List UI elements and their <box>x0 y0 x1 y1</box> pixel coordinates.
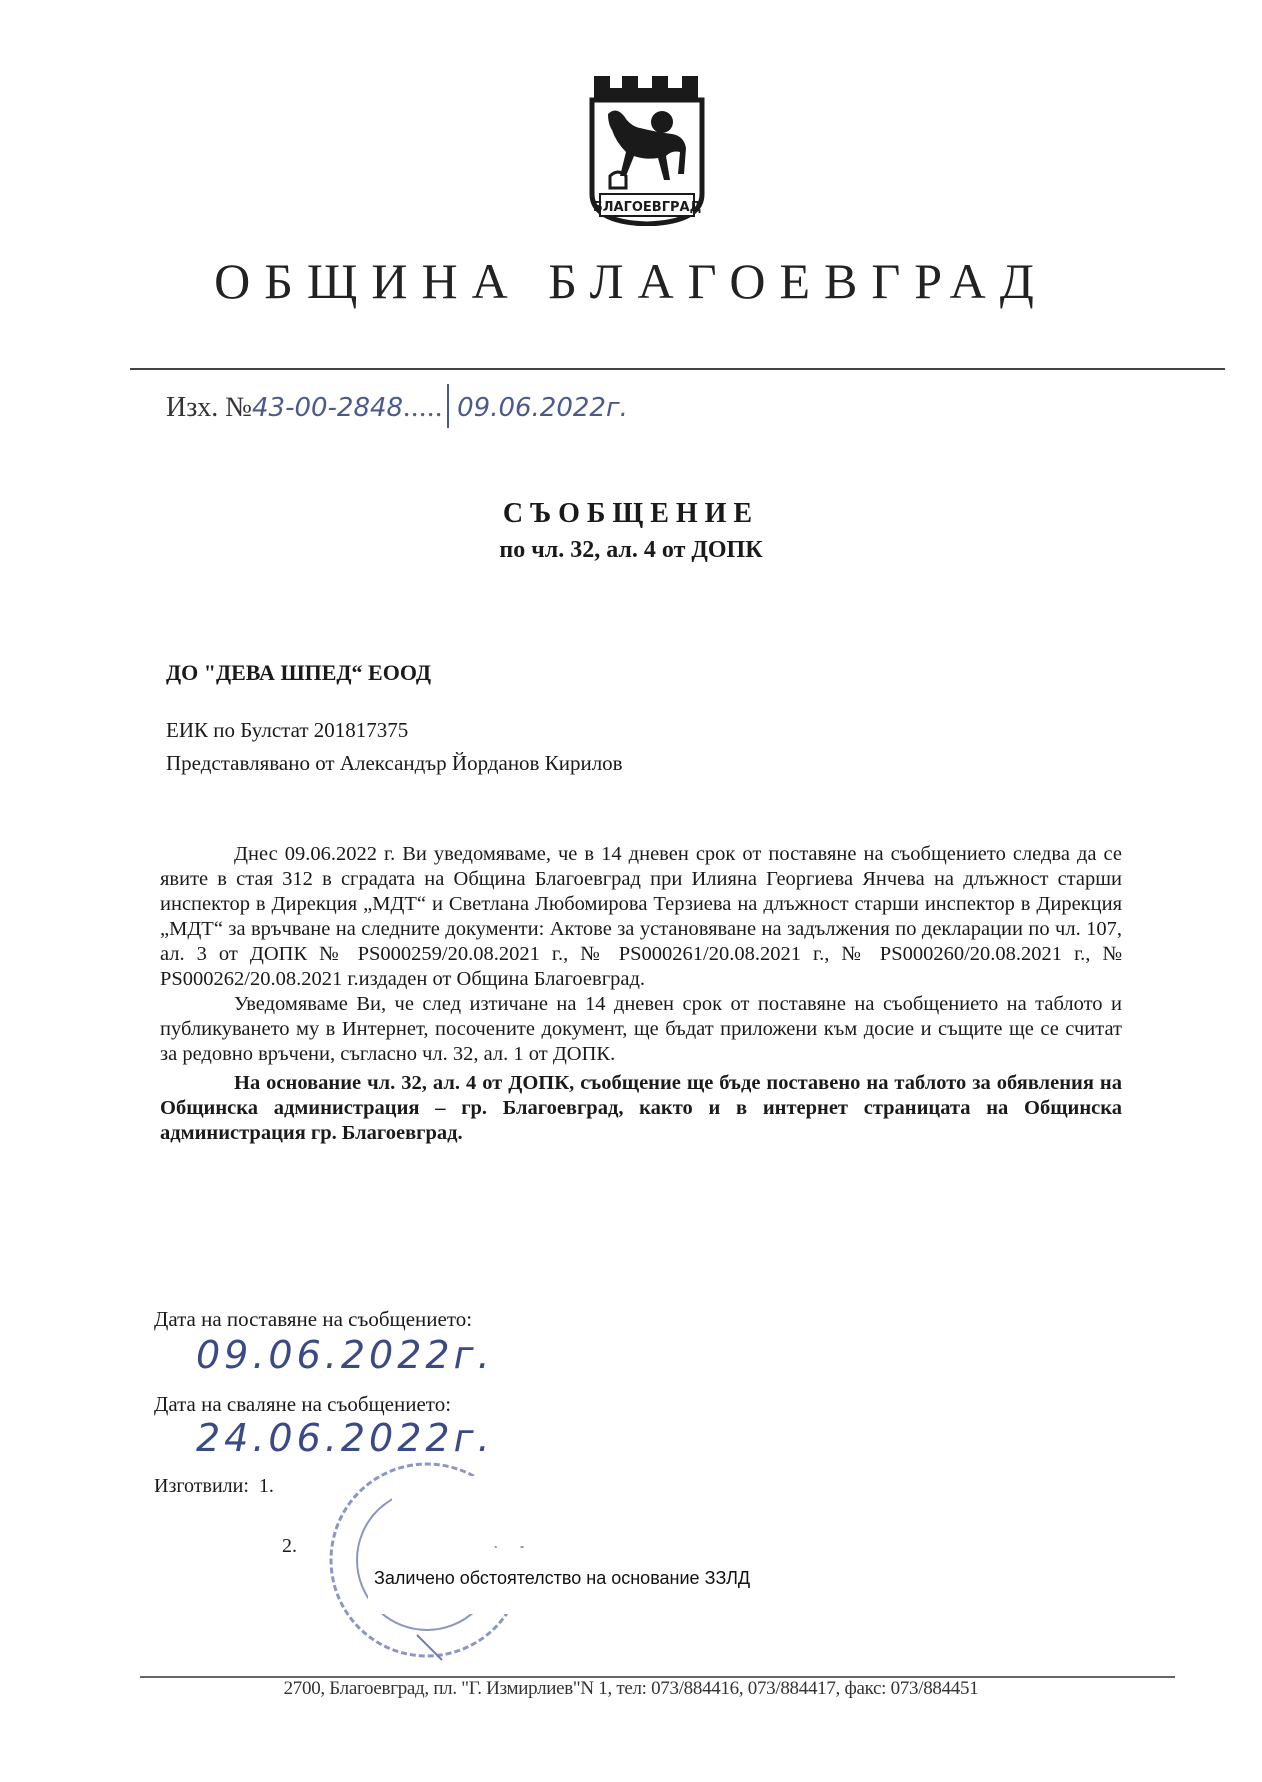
body-paragraph-3: На основание чл. 32, ал. 4 от ДОПК, съобщение ще бъде поставено на таблото за обявления на Общинска администрация – гр. Благоевград, както и в интернет страницата на Общинска администрация гр. Благоевград. <box>160 1072 1122 1144</box>
notice-body <box>160 842 1122 1146</box>
outgoing-number <box>166 384 628 428</box>
addressee-representative: Представлявано от Александър Йорданов Кирилов <box>166 751 623 775</box>
header-divider <box>130 368 1225 370</box>
addressee: ДО "ДЕВА ШПЕД“ ЕООД <box>166 660 431 685</box>
crest-label: БЛАГОЕВГРАД <box>592 200 702 215</box>
addressee-eik: ЕИК по Булстат 201817375 <box>166 718 409 742</box>
removed-date-label: Дата на сваляне на съобщението: <box>154 1392 452 1416</box>
outgoing-number-value: 43-00-2848 <box>252 393 404 423</box>
redaction-box <box>392 1476 624 1546</box>
outgoing-prefix: Изх. № <box>166 392 252 423</box>
outgoing-separator <box>447 384 449 428</box>
posted-date-label: Дата на поставяне на съобщението: <box>154 1307 473 1331</box>
redaction-notice: Заличено обстоятелство на основание ЗЗЛД <box>374 1568 751 1588</box>
posted-date-value: 09.06.2022г. <box>196 1333 494 1377</box>
prepared-by <box>154 1475 274 1498</box>
municipality-title: ОБЩИНА БЛАГОЕВГРАД <box>214 253 1048 309</box>
notice-subheading: по чл. 32, ал. 4 от ДОПК <box>499 537 763 563</box>
prepared-item-1: 1. <box>258 1475 274 1497</box>
body-paragraph-2: Уведомяваме Ви, че след изтичане на 14 дневен срок от поставяне на съобщението на таблото и публикуването му в Интернет, посочените документ, ще бъдат приложени към досие и същите ще се считат за редовно връчени, съгласно чл. 32, ал. 1 от ДОПК. <box>160 993 1122 1065</box>
body-paragraph-1: Днес 09.06.2022 г. Ви уведомяваме, че в 14 дневен срок от поставяне на съобщението следва да се явите в стая 312 в сградата на Община Благоевград при Илияна Георгиева Янчева на длъжност старши инспектор в Дирекция „МДТ“ и Светлана Любомирова Терзиева на длъжност старши инспектор в Дирекция „МДТ“ за връчване на следните документи: Актове за установяване на задължения по декларации по чл. 107, ал. 3 от ДОПК № PS000259/20.08.2021 г., № PS000261/20.08.2021 г., № PS000260/20.08.2021 г., № PS000262/20.08.2021 г.издаден от Община Благоевград. <box>160 843 1122 990</box>
footer-address: 2700, Благоевград, пл. "Г. Измирлиев"N 1, тел: 073/884416, 073/884417, факс: 073/884451 <box>283 1678 979 1699</box>
outgoing-dots: ..... <box>403 392 444 423</box>
removed-date-value: 24.06.2022г. <box>196 1416 494 1460</box>
outgoing-date: 09.06.2022г. <box>457 393 628 423</box>
prepared-label: Изготвили: <box>154 1475 249 1497</box>
coat-of-arms-icon <box>586 76 708 226</box>
notice-heading: СЪОБЩЕНИЕ <box>502 498 760 529</box>
prepared-item-2: 2. <box>282 1535 297 1557</box>
